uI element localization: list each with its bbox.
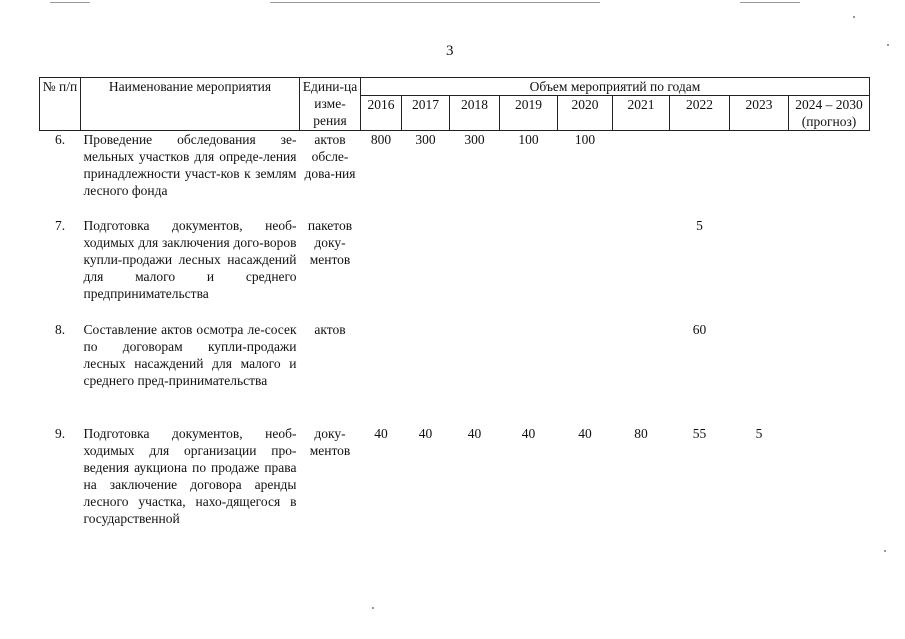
row-value: 60 (692, 322, 707, 337)
row-unit: актов (314, 322, 346, 337)
scan-speck (372, 607, 374, 609)
row-value (558, 321, 613, 425)
header-col-unit: Едини-ца изме-рения (300, 78, 361, 131)
row-value (613, 131, 670, 218)
row-value (613, 217, 670, 321)
row-value: 40 (418, 426, 433, 441)
row-value: 800 (370, 132, 392, 147)
row-value (613, 321, 670, 425)
scan-line (270, 2, 600, 3)
row-unit: актов обсле-дова-ния (304, 132, 356, 181)
row-value (730, 321, 789, 425)
row-value (789, 131, 870, 218)
row-value: 80 (634, 426, 648, 441)
table-row (40, 217, 870, 321)
row-value (402, 217, 450, 321)
row-value (789, 217, 870, 321)
page-number: 3 (446, 43, 454, 59)
row-number: 8. (54, 322, 66, 337)
scan-speck (884, 550, 886, 552)
row-measure-name: Подготовка документов, необ-ходимых для заключения дого-воров купли-продажи лесных насаждений для малого и среднего предпринимательства (83, 218, 297, 301)
row-value (730, 217, 789, 321)
row-measure-name: Подготовка документов, необ-ходимых для организации про-ведения аукциона по продаже права на заключение договора аренды лесного участка, нахо-дящегося в государственной (83, 426, 297, 526)
row-unit: доку-ментов (309, 426, 351, 458)
row-measure-name: Проведение обследования зе-мельных участков для опреде-ления принадлежности участ-ков к землям лесного фонда (83, 132, 297, 198)
header-col-num: № п/п (40, 78, 81, 131)
row-value: 40 (521, 426, 536, 441)
row-value: 55 (692, 426, 707, 441)
header-year: 2023 (730, 96, 789, 131)
header-year-forecast: 2024 – 2030 (прогноз) (789, 96, 870, 131)
row-value: 300 (415, 132, 436, 147)
header-row (40, 78, 870, 96)
row-value (361, 217, 402, 321)
row-value (450, 321, 500, 425)
row-value: 40 (374, 426, 388, 441)
header-col-volume: Объем мероприятий по годам (361, 78, 870, 96)
row-value (789, 425, 870, 535)
header-year: 2017 (402, 96, 450, 131)
row-value (730, 131, 789, 218)
row-value: 5 (696, 218, 703, 233)
row-value (402, 321, 450, 425)
scan-line (740, 2, 800, 3)
table-row (40, 131, 870, 218)
measures-table (39, 77, 870, 535)
table-row (40, 425, 870, 535)
scan-line (50, 2, 90, 3)
row-value (789, 321, 870, 425)
table-row (40, 321, 870, 425)
row-value (361, 321, 402, 425)
row-value: 100 (518, 132, 539, 147)
row-value (558, 217, 613, 321)
scan-speck (853, 16, 855, 18)
header-year: 2016 (361, 96, 402, 131)
row-measure-name: Составление актов осмотра ле-сосек по договорам купли-продажи лесных насаждений для малого и среднего пред-принимательства (83, 322, 297, 388)
header-col-name: Наименование мероприятия (81, 78, 300, 131)
header-year: 2018 (450, 96, 500, 131)
row-value: 100 (574, 132, 596, 147)
row-value (500, 321, 558, 425)
row-number: 6. (54, 132, 66, 147)
row-value (670, 131, 730, 218)
row-number: 7. (54, 218, 66, 233)
row-value: 40 (578, 426, 592, 441)
row-value: 5 (755, 426, 763, 441)
scan-speck (887, 44, 889, 46)
row-value: 40 (467, 426, 482, 441)
row-value: 300 (464, 132, 485, 147)
header-year: 2019 (500, 96, 558, 131)
header-year: 2022 (670, 96, 730, 131)
row-value (500, 217, 558, 321)
row-number: 9. (54, 426, 66, 441)
header-year: 2021 (613, 96, 670, 131)
row-value (450, 217, 500, 321)
header-year: 2020 (558, 96, 613, 131)
row-unit: пакетов доку-ментов (307, 218, 353, 267)
